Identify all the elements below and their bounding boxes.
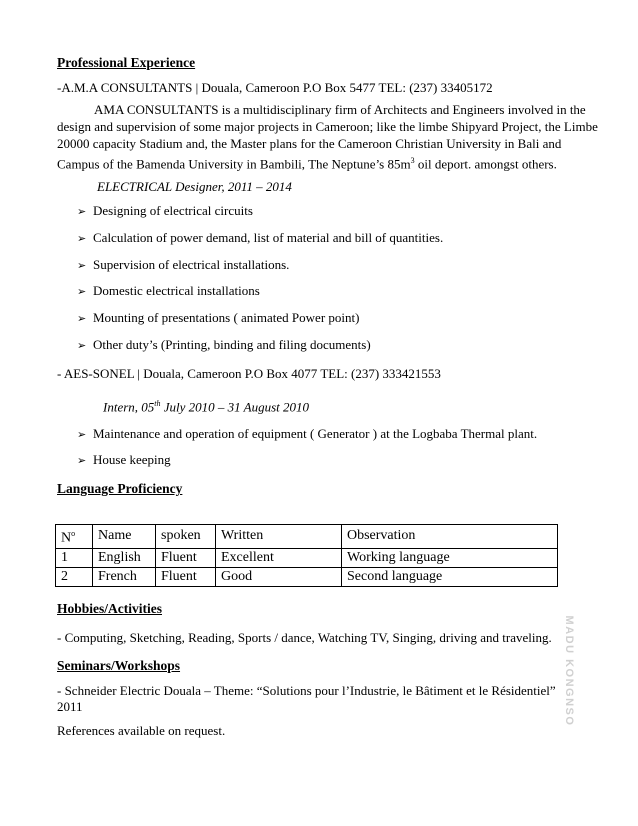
table-cell: French <box>93 567 156 586</box>
references-note: References available on request. <box>57 723 226 738</box>
column-header-number: $N^o$ <box>56 525 93 549</box>
sidebar-name-text: MADU KONGNSO <box>563 615 575 727</box>
column-header-spoken: spoken <box>156 525 216 549</box>
bullet-text: Supervision of electrical installations. <box>93 257 290 272</box>
table-cell: English <box>93 548 156 567</box>
table-row <box>56 567 558 586</box>
section-heading-language: Language Proficiency <box>57 481 183 496</box>
role-dates: July 2010 – 31 August 2010 <box>160 399 310 415</box>
description-line-last <box>57 152 557 172</box>
bullet-item <box>77 426 537 443</box>
table-cell: Fluent <box>156 567 216 586</box>
arrow-bullet-icon: ➢ <box>77 205 87 218</box>
description-line: 20000 capacity Stadium and, the Master plans for the Cameroon Christian University in Bali and <box>57 136 562 151</box>
column-header-name: Name <box>93 525 156 549</box>
table-header-row <box>56 525 558 549</box>
bullet-text: Calculation of power demand, list of material and bill of quantities. <box>93 230 444 245</box>
table-cell: Working language <box>342 548 558 567</box>
company-description <box>57 101 598 172</box>
bullet-text: Other duty’s (Printing, binding and filing documents) <box>93 337 371 352</box>
job-role-electrical-designer: ELECTRICAL Designer, 2011 – 2014 <box>97 179 292 194</box>
bullet-text: Maintenance and operation of equipment ( Generator ) at the Logbaba Thermal plant. <box>93 426 538 441</box>
hobbies-text: - Computing, Sketching, Reading, Sports / dance, Watching TV, Singing, driving and traveling. <box>57 630 552 645</box>
section-heading-seminars: Seminars/Workshops <box>57 658 181 673</box>
arrow-bullet-icon: ➢ <box>77 259 87 272</box>
role-text: Intern, 05 <box>103 399 155 415</box>
section-heading-hobbies: Hobbies/Activities <box>57 601 162 616</box>
column-header-observation: Observation <box>342 525 558 549</box>
superscript: th <box>154 399 161 408</box>
table-cell: Excellent <box>216 548 342 567</box>
bullet-item <box>77 337 371 354</box>
bullet-item <box>77 310 359 327</box>
table-cell: 2 <box>56 567 93 586</box>
table-cell: Second language <box>342 567 558 586</box>
bullet-text: Designing of electrical circuits <box>93 203 253 218</box>
bullet-text: House keeping <box>93 452 171 467</box>
description-tail: oil deport. amongst others. <box>414 156 557 172</box>
arrow-bullet-icon: ➢ <box>77 285 87 298</box>
column-header-written: Written <box>216 525 342 549</box>
arrow-bullet-icon: ➢ <box>77 428 87 441</box>
sidebar-name-vertical <box>561 609 577 737</box>
description-text: Campus of the Bamenda University in Bambili, The Neptune’s 85m <box>57 156 411 172</box>
arrow-bullet-icon: ➢ <box>77 312 87 325</box>
bullet-item <box>77 257 289 274</box>
bullet-text: Domestic electrical installations <box>93 283 260 298</box>
arrow-bullet-icon: ➢ <box>77 339 87 352</box>
description-line: AMA CONSULTANTS is a multidisciplinary firm of Architects and Engineers involved in the <box>94 102 586 117</box>
table-cell: Fluent <box>156 548 216 567</box>
seminar-year: 2011 <box>57 699 83 714</box>
superscript: o <box>71 529 76 538</box>
arrow-bullet-icon: ➢ <box>77 454 87 467</box>
bullet-item <box>77 452 171 469</box>
bullet-text: Mounting of presentations ( animated Power point) <box>93 310 360 325</box>
superscript: 3 <box>410 156 415 165</box>
bullet-item <box>77 230 443 247</box>
table-cell: 1 <box>56 548 93 567</box>
bullet-item <box>77 283 260 300</box>
seminar-line: - Schneider Electric Douala – Theme: “Solutions pour l’Industrie, le Bâtiment et le Résidentiel” <box>57 683 556 698</box>
section-heading-experience: Professional Experience <box>57 55 196 70</box>
description-line: design and supervision of some major projects in Cameroon; like the limbe Shipyard Project, the Limbe <box>57 119 598 134</box>
job-role-intern <box>103 396 309 415</box>
arrow-bullet-icon: ➢ <box>77 232 87 245</box>
company-line-aes-sonel: - AES-SONEL | Douala, Cameroon P.O Box 4077 TEL: (237) 333421553 <box>57 366 441 381</box>
table-row <box>56 548 558 567</box>
bullet-item <box>77 203 253 220</box>
company-line-ama: -A.M.A CONSULTANTS | Douala, Cameroon P.O Box 5477 TEL: (237) 33405172 <box>57 80 493 95</box>
table-cell: Good <box>216 567 342 586</box>
language-table <box>55 524 558 587</box>
